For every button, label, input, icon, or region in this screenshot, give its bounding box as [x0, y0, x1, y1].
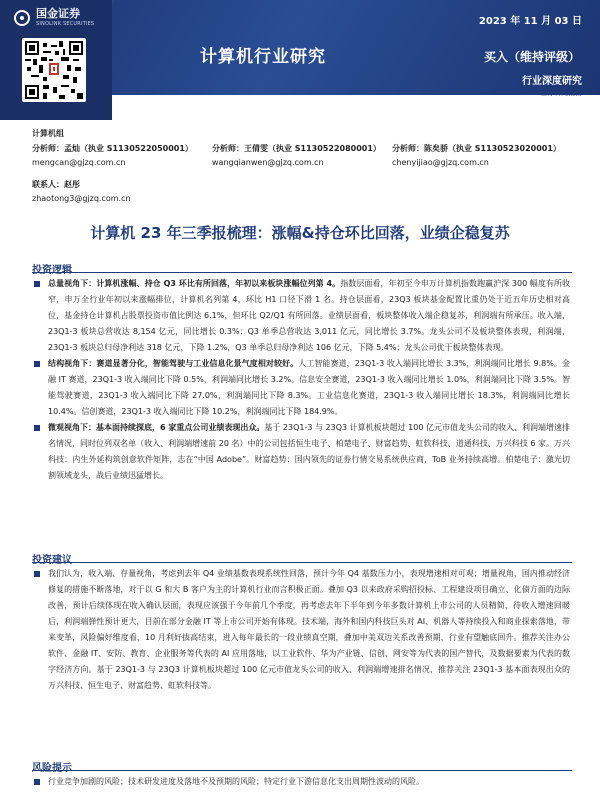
paragraph-text: 行业竞争加剧的风险；技术研发进度及落地不及预期的风险；特定行业下游信息化支出周期性波动的风险。: [48, 777, 424, 786]
industry-title: 计算机行业研究: [200, 47, 326, 67]
logo-subtitle: SINOLINK SECURITIES: [36, 21, 95, 27]
analyst-email[interactable]: chenyijiao@gjzq.com.cn: [392, 158, 489, 167]
team-name: 计算机组: [32, 129, 64, 138]
paragraph-lead: 微观视角下：基本面持续探底，6 家重点公司业绩表现出众。: [48, 423, 265, 432]
rating-badge: 买入（维持评级）: [483, 50, 580, 64]
logo-panel: [0, 0, 112, 120]
analyst-name: 分析师：王倩雯（执业 S1130522080001）: [212, 144, 381, 153]
analyst-card: [212, 143, 392, 167]
section-title: 投资逻辑: [32, 265, 72, 276]
bullet-icon: [34, 281, 40, 287]
section-heading-risk: [32, 756, 572, 774]
bullet-icon: [34, 361, 40, 367]
bullet-icon: [34, 779, 40, 785]
analyst-card: [32, 143, 212, 167]
report-header: [0, 0, 600, 120]
paragraph-text: 基于 23Q1-3 与 23Q3 计算机板块超过 100 亿元市值龙头公司的收入、利润端增速排名情况，同时位列双名单（收入、利润端增速前 20 名）中的公司包括恒生电子、柏楚电子、财富趋势、虹软科技、道通科技、万兴科技 6 家。万兴科技：内生外延构筑创意软件矩阵，志在“中国 Adobe”。财富趋势：国内领先的证券行情交易系统供应商，ToB 业务持续高增。柏楚电子：激光切割领域龙头，战后业绩迅猛增长。: [48, 423, 570, 480]
analyst-name: 分析师：陈矣骄（执业 S1130523020001）: [392, 144, 561, 153]
contact-name: 联系人：赵彤: [32, 180, 80, 189]
report-category: 证券研究报告: [540, 89, 582, 97]
analyst-block: [32, 128, 572, 203]
paragraph-lead: 结构视角下：赛道显著分化，智能驾驶与工业信息化景气度相对较好。: [48, 359, 299, 368]
risk-paragraph: [34, 774, 570, 790]
analyst-email[interactable]: wangqianwen@gjzq.com.cn: [212, 158, 324, 167]
logic-paragraph: [34, 276, 570, 356]
logic-paragraph: [34, 420, 570, 484]
analyst-card: [392, 143, 572, 167]
bullet-icon: [34, 571, 40, 577]
logo-text: 国金证券: [36, 7, 80, 20]
analyst-name: 分析师：孟灿（执业 S1130522050001）: [32, 144, 193, 153]
paragraph-lead: 总量视角下：计算机涨幅、持仓 Q3 环比有所回落，年初以来板块涨幅位列第 4。: [48, 279, 341, 288]
section-title: 风险提示: [32, 763, 72, 774]
section-heading-advice: [32, 548, 572, 566]
bullet-icon: [34, 425, 40, 431]
paragraph-text: 指数层面看，年初至今申万计算机指数跑赢沪深 300 幅度有所收窄，申万全行业年初以来涨幅排位，计算机名列第 4，环比 H1 口径下滑 1 名。持仓层面看，23Q3 板块基金配置比重仍处于近五年历史相对高位，基金持仓计算机占股票投资市值比例达 6.1%，但环比 Q2/Q1 有所回落。业绩层面看，板块整体收入端企稳复苏，利润端有所承压。收入端，23Q1-3 板块总营收达 8,154 亿元，同比增长 0.3%；Q3 单季总营收达 3,011 亿元，同比增长 3.7%。龙头公司不及板块整体表现，利润端，23Q1-3 板块总归母净利达 318 亿元，下降 1.2%，Q3 单季总归母净利达 106 亿元，下降 5.4%；龙头公司优于板块整体表现。: [48, 279, 570, 352]
contact-email[interactable]: zhaotong3@gjzq.com.cn: [32, 194, 131, 203]
analyst-list: [32, 143, 572, 167]
analyst-email[interactable]: mengcan@gjzq.com.cn: [32, 158, 126, 167]
paragraph-text: 我们认为，收入端、存量视角，考虑到去年 Q4 业绩基数表现系统性回落，预计今年 Q4 基数压力小，表现增速相对可观；增量视角，国内推动经济修复的措施不断落地，对于以 G 和大 B 客户为主的计算机行业而言积极正面。叠加 Q3 以来政府采购招投标、工程建设项目确立、化债方面的边际改善，预计后续体现在收入确认层面，表现应该强于今年前几个季度，再考虑去年下半年到今年多数计算机上市公司的人员精简，待收入增速回暖后，利润端弹性预计更大，目前在部分金融 IT 等上市公司开始有体现。技术端，海外和国内科技巨头对 AI、机器人等持续投入和商业探索落地，带来变革，风险偏好维度看，10 月利好拔高结束，进入每年最长的一段业绩真空期，叠加中美双边关系改善预期，行业有望触底回升。推荐关注办公软件、金融 IT、安防、教育、企业服务等代表的 AI 应用落地，以工业软件、华为产业链、信创、网安等为代表的国产替代，及数据要素为代表的数字经济方向。基于 23Q1-3 与 23Q3 计算机板块超过 100 亿元市值龙头公司的收入、利润端增速排名情况，推荐关注 23Q1-3 基本面表现出众的万兴科技、恒生电子、财富趋势、虹软科技等。: [48, 569, 570, 690]
logo-icon: [14, 10, 30, 26]
section-title: 投资建议: [32, 555, 72, 566]
contact-block: [32, 179, 572, 203]
section-heading-logic: [32, 258, 572, 276]
qr-code-icon: [22, 38, 86, 102]
report-type: 行业深度研究: [522, 76, 582, 87]
advice-paragraph: [34, 566, 570, 694]
risk-body: [34, 774, 570, 790]
logic-body: [34, 276, 570, 484]
logic-paragraph: [34, 356, 570, 420]
brand-logo: [14, 8, 94, 27]
advice-body: [34, 566, 570, 694]
report-date: 2023 年 11 月 03 日: [478, 16, 582, 27]
report-headline: 计算机 23 年三季报梳理：涨幅&持仓环比回落，业绩企稳复苏: [90, 224, 510, 242]
paragraph-text: 人工智能赛道，23Q1-3 收入端同比增长 3.3%，利润端同比增长 9.8%。金融 IT 赛道，23Q1-3 收入端同比下降 0.5%，利润端同比增长 3.2%。信息安全赛道，23Q1-3 收入端同比增长 1.0%，利润端同比下降 3.5%。智能驾驶赛道，23Q1-3 收入端同比下降 27.0%，利润端同比下降 8.3%。工业信息化赛道，23Q1-3 收入端同比增长 18.3%，利润端同比增长 10.4%。信创赛道，23Q1-3 收入端同比下降 10.2%，利润端同比下降 184.9%。: [48, 359, 571, 416]
